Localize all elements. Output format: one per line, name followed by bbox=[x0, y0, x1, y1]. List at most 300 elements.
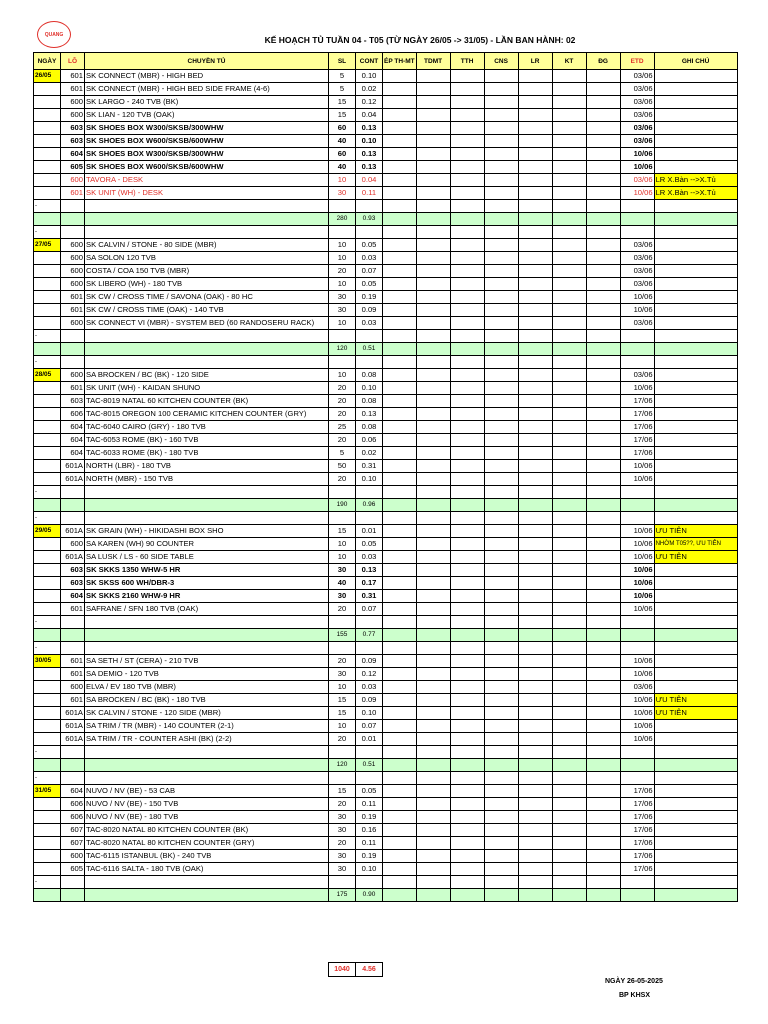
lot-cell: 600 bbox=[61, 369, 85, 382]
stage-cell bbox=[450, 174, 484, 187]
product-cell: TAC-8020 NATAL 80 KITCHEN COUNTER (BK) bbox=[85, 824, 329, 837]
qty-cell: 30 bbox=[329, 187, 356, 200]
product-cell: NUVO / NV (BE) - 53 CAB bbox=[85, 785, 329, 798]
subtotal-sl: 175 bbox=[329, 889, 356, 902]
stage-cell bbox=[450, 70, 484, 83]
note-cell bbox=[654, 304, 737, 317]
stage-cell bbox=[450, 655, 484, 668]
qty-cell: 10 bbox=[329, 174, 356, 187]
stage-cell bbox=[416, 850, 450, 863]
note-cell bbox=[654, 421, 737, 434]
qty-cell: 40 bbox=[329, 135, 356, 148]
stage-cell bbox=[416, 265, 450, 278]
product-cell: TAC-8015 OREGON 100 CERAMIC KITCHEN COUNTER (GRY) bbox=[85, 408, 329, 421]
stage-cell bbox=[552, 850, 586, 863]
stage-cell bbox=[586, 785, 620, 798]
etd-cell: 10/06 bbox=[620, 655, 654, 668]
date-cell bbox=[34, 265, 61, 278]
subtotal-row bbox=[34, 889, 738, 902]
stage-cell bbox=[518, 174, 552, 187]
qty-cell: 15 bbox=[329, 96, 356, 109]
note-cell bbox=[654, 590, 737, 603]
cont-cell: 0.10 bbox=[356, 382, 383, 395]
date-cell bbox=[34, 850, 61, 863]
etd-cell: 03/06 bbox=[620, 122, 654, 135]
stage-cell bbox=[484, 109, 518, 122]
stage-cell bbox=[586, 148, 620, 161]
stage-cell bbox=[450, 408, 484, 421]
stage-cell bbox=[383, 707, 417, 720]
qty-cell: 20 bbox=[329, 408, 356, 421]
table-row bbox=[34, 668, 738, 681]
stage-cell bbox=[484, 265, 518, 278]
cont-cell: 0.10 bbox=[356, 707, 383, 720]
stage-cell bbox=[416, 369, 450, 382]
lot-cell: 601A bbox=[61, 551, 85, 564]
product-cell: NORTH (LBR) - 180 TVB bbox=[85, 460, 329, 473]
qty-cell: 40 bbox=[329, 577, 356, 590]
stage-cell bbox=[484, 278, 518, 291]
stage-cell bbox=[518, 798, 552, 811]
etd-cell: 17/06 bbox=[620, 421, 654, 434]
etd-cell: 10/06 bbox=[620, 382, 654, 395]
stage-cell bbox=[518, 421, 552, 434]
product-cell: SA KAREN (WH) 90 COUNTER bbox=[85, 538, 329, 551]
column-header: GHI CHÚ bbox=[654, 53, 737, 70]
cont-cell: 0.05 bbox=[356, 538, 383, 551]
etd-cell: 17/06 bbox=[620, 811, 654, 824]
note-cell bbox=[654, 824, 737, 837]
date-cell bbox=[34, 161, 61, 174]
column-header: KT bbox=[552, 53, 586, 70]
etd-cell: 10/06 bbox=[620, 525, 654, 538]
table-row bbox=[34, 850, 738, 863]
note-cell bbox=[654, 681, 737, 694]
stage-cell bbox=[450, 395, 484, 408]
stage-cell bbox=[450, 460, 484, 473]
stage-cell bbox=[416, 798, 450, 811]
table-row bbox=[34, 109, 738, 122]
stage-cell bbox=[518, 837, 552, 850]
table-row bbox=[34, 603, 738, 616]
stage-cell bbox=[416, 863, 450, 876]
date-cell: 29/05 bbox=[34, 525, 61, 538]
stage-cell bbox=[484, 603, 518, 616]
note-cell bbox=[654, 473, 737, 486]
note-cell bbox=[654, 317, 737, 330]
stage-cell bbox=[416, 564, 450, 577]
stage-cell bbox=[586, 694, 620, 707]
stage-cell bbox=[416, 161, 450, 174]
table-row bbox=[34, 291, 738, 304]
table-row bbox=[34, 122, 738, 135]
lot-cell: 605 bbox=[61, 863, 85, 876]
date-cell bbox=[34, 434, 61, 447]
stage-cell bbox=[484, 174, 518, 187]
stage-cell bbox=[518, 460, 552, 473]
qty-cell: 20 bbox=[329, 733, 356, 746]
product-cell: SK SKSS 600 WH/DBR-3 bbox=[85, 577, 329, 590]
qty-cell: 30 bbox=[329, 863, 356, 876]
column-header: CHUYỀN TỦ bbox=[85, 53, 329, 70]
stage-cell bbox=[552, 551, 586, 564]
stage-cell bbox=[518, 96, 552, 109]
note-cell: ƯU TIÊN bbox=[654, 551, 737, 564]
table-row bbox=[34, 408, 738, 421]
table-row bbox=[34, 577, 738, 590]
lot-cell: 600 bbox=[61, 317, 85, 330]
stage-cell bbox=[416, 304, 450, 317]
qty-cell: 5 bbox=[329, 447, 356, 460]
stage-cell bbox=[484, 655, 518, 668]
stage-cell bbox=[383, 824, 417, 837]
stage-cell bbox=[518, 148, 552, 161]
stage-cell bbox=[586, 811, 620, 824]
stage-cell bbox=[416, 135, 450, 148]
stage-cell bbox=[552, 837, 586, 850]
product-cell: ELVA / EV 180 TVB (MBR) bbox=[85, 681, 329, 694]
note-cell bbox=[654, 447, 737, 460]
stage-cell bbox=[416, 603, 450, 616]
lot-cell: 603 bbox=[61, 577, 85, 590]
spacer-row bbox=[34, 512, 738, 525]
stage-cell bbox=[518, 408, 552, 421]
note-cell bbox=[654, 850, 737, 863]
stage-cell bbox=[518, 317, 552, 330]
stage-cell bbox=[586, 564, 620, 577]
date-cell bbox=[34, 148, 61, 161]
cont-cell: 0.17 bbox=[356, 577, 383, 590]
date-cell bbox=[34, 824, 61, 837]
cont-cell: 0.10 bbox=[356, 473, 383, 486]
cont-cell: 0.12 bbox=[356, 668, 383, 681]
table-row bbox=[34, 395, 738, 408]
blank-marker: - bbox=[34, 746, 61, 759]
spacer-row bbox=[34, 356, 738, 369]
stage-cell bbox=[416, 785, 450, 798]
stage-cell bbox=[450, 824, 484, 837]
lot-cell: 601 bbox=[61, 187, 85, 200]
stage-cell bbox=[484, 707, 518, 720]
stage-cell bbox=[484, 408, 518, 421]
stage-cell bbox=[383, 434, 417, 447]
stage-cell bbox=[416, 408, 450, 421]
stage-cell bbox=[586, 655, 620, 668]
stage-cell bbox=[552, 707, 586, 720]
cont-cell: 0.05 bbox=[356, 785, 383, 798]
date-cell bbox=[34, 603, 61, 616]
subtotal-sl: 280 bbox=[329, 213, 356, 226]
stage-cell bbox=[450, 291, 484, 304]
stage-cell bbox=[450, 577, 484, 590]
page-title: KẾ HOẠCH TỦ TUẦN 04 - T05 (TỪ NGÀY 26/05 -> 31/05) - LẦN BAN HÀNH: 02 bbox=[264, 35, 576, 45]
stage-cell bbox=[484, 239, 518, 252]
stage-cell bbox=[450, 720, 484, 733]
stage-cell bbox=[450, 96, 484, 109]
stage-cell bbox=[484, 187, 518, 200]
blank-marker: - bbox=[34, 616, 61, 629]
table-row bbox=[34, 83, 738, 96]
cont-cell: 0.01 bbox=[356, 733, 383, 746]
cont-cell: 0.19 bbox=[356, 811, 383, 824]
stage-cell bbox=[586, 434, 620, 447]
stage-cell bbox=[450, 109, 484, 122]
note-cell bbox=[654, 564, 737, 577]
grand-total-cont: 4.56 bbox=[356, 963, 383, 977]
stage-cell bbox=[383, 421, 417, 434]
date-cell: 31/05 bbox=[34, 785, 61, 798]
lot-cell: 604 bbox=[61, 434, 85, 447]
etd-cell: 10/06 bbox=[620, 551, 654, 564]
column-header: LÔ bbox=[61, 53, 85, 70]
stage-cell bbox=[416, 473, 450, 486]
stage-cell bbox=[552, 70, 586, 83]
cont-cell: 0.04 bbox=[356, 174, 383, 187]
stage-cell bbox=[416, 70, 450, 83]
column-header: LR bbox=[518, 53, 552, 70]
date-cell bbox=[34, 135, 61, 148]
column-header: TTH bbox=[450, 53, 484, 70]
table-row bbox=[34, 239, 738, 252]
stage-cell bbox=[383, 577, 417, 590]
lot-cell: 601 bbox=[61, 291, 85, 304]
stage-cell bbox=[450, 473, 484, 486]
subtotal-row bbox=[34, 343, 738, 356]
stage-cell bbox=[450, 161, 484, 174]
stage-cell bbox=[586, 278, 620, 291]
blank-row bbox=[34, 616, 738, 629]
note-cell bbox=[654, 434, 737, 447]
cont-cell: 0.13 bbox=[356, 122, 383, 135]
product-cell: NORTH (MBR) - 150 TVB bbox=[85, 473, 329, 486]
stage-cell bbox=[518, 382, 552, 395]
stage-cell bbox=[484, 421, 518, 434]
product-cell: NUVO / NV (BE) - 180 TVB bbox=[85, 811, 329, 824]
stage-cell bbox=[416, 83, 450, 96]
stage-cell bbox=[416, 694, 450, 707]
product-cell: SA TRIM / TR - COUNTER ASHI (BK) (2-2) bbox=[85, 733, 329, 746]
table-row bbox=[34, 473, 738, 486]
product-cell: SK GRAIN (WH) - HIKIDASHI BOX SHO bbox=[85, 525, 329, 538]
stage-cell bbox=[518, 434, 552, 447]
stage-cell bbox=[484, 824, 518, 837]
stage-cell bbox=[383, 70, 417, 83]
stage-cell bbox=[383, 135, 417, 148]
stage-cell bbox=[416, 681, 450, 694]
stage-cell bbox=[383, 564, 417, 577]
stage-cell bbox=[518, 135, 552, 148]
stage-cell bbox=[518, 707, 552, 720]
qty-cell: 5 bbox=[329, 83, 356, 96]
stage-cell bbox=[518, 369, 552, 382]
stage-cell bbox=[383, 785, 417, 798]
stage-cell bbox=[552, 694, 586, 707]
etd-cell: 17/06 bbox=[620, 447, 654, 460]
stage-cell bbox=[383, 863, 417, 876]
stage-cell bbox=[416, 96, 450, 109]
etd-cell: 10/06 bbox=[620, 720, 654, 733]
date-cell bbox=[34, 187, 61, 200]
cont-cell: 0.07 bbox=[356, 603, 383, 616]
stage-cell bbox=[416, 720, 450, 733]
lot-cell: 601 bbox=[61, 304, 85, 317]
qty-cell: 20 bbox=[329, 798, 356, 811]
stage-cell bbox=[518, 668, 552, 681]
stage-cell bbox=[552, 824, 586, 837]
etd-cell: 17/06 bbox=[620, 824, 654, 837]
qty-cell: 20 bbox=[329, 603, 356, 616]
stage-cell bbox=[586, 460, 620, 473]
stage-cell bbox=[586, 668, 620, 681]
stage-cell bbox=[552, 161, 586, 174]
stage-cell bbox=[586, 707, 620, 720]
etd-cell: 17/06 bbox=[620, 798, 654, 811]
cont-cell: 0.04 bbox=[356, 109, 383, 122]
stage-cell bbox=[552, 577, 586, 590]
stage-cell bbox=[586, 577, 620, 590]
stage-cell bbox=[586, 122, 620, 135]
product-cell: SK LIBERO (WH) - 180 TVB bbox=[85, 278, 329, 291]
stage-cell bbox=[416, 317, 450, 330]
stage-cell bbox=[450, 304, 484, 317]
lot-cell: 601 bbox=[61, 382, 85, 395]
stage-cell bbox=[586, 70, 620, 83]
product-cell: SK CW / CROSS TIME (OAK) - 140 TVB bbox=[85, 304, 329, 317]
stage-cell bbox=[586, 824, 620, 837]
stage-cell bbox=[484, 70, 518, 83]
spacer-row bbox=[34, 772, 738, 785]
company-logo: QUANG bbox=[37, 21, 71, 48]
lot-cell: 601A bbox=[61, 733, 85, 746]
note-cell bbox=[654, 837, 737, 850]
stage-cell bbox=[450, 369, 484, 382]
note-cell bbox=[654, 577, 737, 590]
stage-cell bbox=[416, 291, 450, 304]
table-row bbox=[34, 265, 738, 278]
stage-cell bbox=[518, 239, 552, 252]
lot-cell: 601 bbox=[61, 655, 85, 668]
qty-cell: 20 bbox=[329, 434, 356, 447]
date-cell bbox=[34, 837, 61, 850]
stage-cell bbox=[484, 291, 518, 304]
note-cell: ƯU TIÊN bbox=[654, 525, 737, 538]
etd-cell: 10/06 bbox=[620, 473, 654, 486]
stage-cell bbox=[586, 174, 620, 187]
cont-cell: 0.01 bbox=[356, 525, 383, 538]
stage-cell bbox=[383, 447, 417, 460]
date-cell bbox=[34, 447, 61, 460]
stage-cell bbox=[484, 304, 518, 317]
date-cell bbox=[34, 538, 61, 551]
stage-cell bbox=[552, 174, 586, 187]
stage-cell bbox=[518, 291, 552, 304]
stage-cell bbox=[518, 395, 552, 408]
stage-cell bbox=[518, 473, 552, 486]
cont-cell: 0.09 bbox=[356, 304, 383, 317]
note-cell bbox=[654, 811, 737, 824]
lot-cell: 601 bbox=[61, 603, 85, 616]
stage-cell bbox=[450, 382, 484, 395]
etd-cell: 17/06 bbox=[620, 863, 654, 876]
qty-cell: 15 bbox=[329, 525, 356, 538]
etd-cell: 17/06 bbox=[620, 837, 654, 850]
qty-cell: 60 bbox=[329, 148, 356, 161]
stage-cell bbox=[416, 707, 450, 720]
product-cell: SK SHOES BOX W300/SKSB/300WHW bbox=[85, 122, 329, 135]
date-cell bbox=[34, 174, 61, 187]
date-cell bbox=[34, 577, 61, 590]
date-cell bbox=[34, 733, 61, 746]
note-cell bbox=[654, 785, 737, 798]
date-cell bbox=[34, 382, 61, 395]
lot-cell: 604 bbox=[61, 421, 85, 434]
stage-cell bbox=[484, 694, 518, 707]
note-cell bbox=[654, 278, 737, 291]
product-cell: SA LUSK / LS - 60 SIDE TABLE bbox=[85, 551, 329, 564]
stage-cell bbox=[450, 278, 484, 291]
note-cell bbox=[654, 863, 737, 876]
stage-cell bbox=[383, 460, 417, 473]
table-row bbox=[34, 317, 738, 330]
blank-marker: - bbox=[34, 200, 61, 213]
blank-row bbox=[34, 876, 738, 889]
stage-cell bbox=[518, 83, 552, 96]
stage-cell bbox=[586, 382, 620, 395]
date-cell bbox=[34, 668, 61, 681]
stage-cell bbox=[552, 421, 586, 434]
product-cell: SA SETH / ST (CERA) - 210 TVB bbox=[85, 655, 329, 668]
lot-cell: 605 bbox=[61, 161, 85, 174]
table-row bbox=[34, 148, 738, 161]
stage-cell bbox=[586, 447, 620, 460]
cont-cell: 0.02 bbox=[356, 447, 383, 460]
cont-cell: 0.31 bbox=[356, 460, 383, 473]
column-header: ÉP TH-MT bbox=[383, 53, 417, 70]
table-row bbox=[34, 590, 738, 603]
stage-cell bbox=[484, 850, 518, 863]
qty-cell: 30 bbox=[329, 668, 356, 681]
stage-cell bbox=[416, 148, 450, 161]
stage-cell bbox=[484, 122, 518, 135]
stage-cell bbox=[383, 798, 417, 811]
etd-cell: 10/06 bbox=[620, 187, 654, 200]
lot-cell: 603 bbox=[61, 135, 85, 148]
stage-cell bbox=[416, 421, 450, 434]
product-cell: TAC-6115 ISTANBUL (BK) - 240 TVB bbox=[85, 850, 329, 863]
stage-cell bbox=[586, 681, 620, 694]
etd-cell: 10/06 bbox=[620, 694, 654, 707]
note-cell: LR X.Bàn -->X.Tủ bbox=[654, 174, 737, 187]
production-plan-table bbox=[33, 52, 738, 902]
cont-cell: 0.03 bbox=[356, 681, 383, 694]
stage-cell bbox=[518, 811, 552, 824]
stage-cell bbox=[450, 525, 484, 538]
product-cell: TAC-6053 ROME (BK) - 160 TVB bbox=[85, 434, 329, 447]
etd-cell: 03/06 bbox=[620, 96, 654, 109]
stage-cell bbox=[416, 174, 450, 187]
note-cell bbox=[654, 148, 737, 161]
stage-cell bbox=[450, 122, 484, 135]
subtotal-row bbox=[34, 213, 738, 226]
cont-cell: 0.03 bbox=[356, 252, 383, 265]
subtotal-cont: 0.77 bbox=[356, 629, 383, 642]
stage-cell bbox=[484, 148, 518, 161]
stage-cell bbox=[416, 122, 450, 135]
table-row bbox=[34, 694, 738, 707]
table-row bbox=[34, 421, 738, 434]
etd-cell: 10/06 bbox=[620, 603, 654, 616]
product-cell: SK UNIT (WH) - KAIDAN SHUNO bbox=[85, 382, 329, 395]
